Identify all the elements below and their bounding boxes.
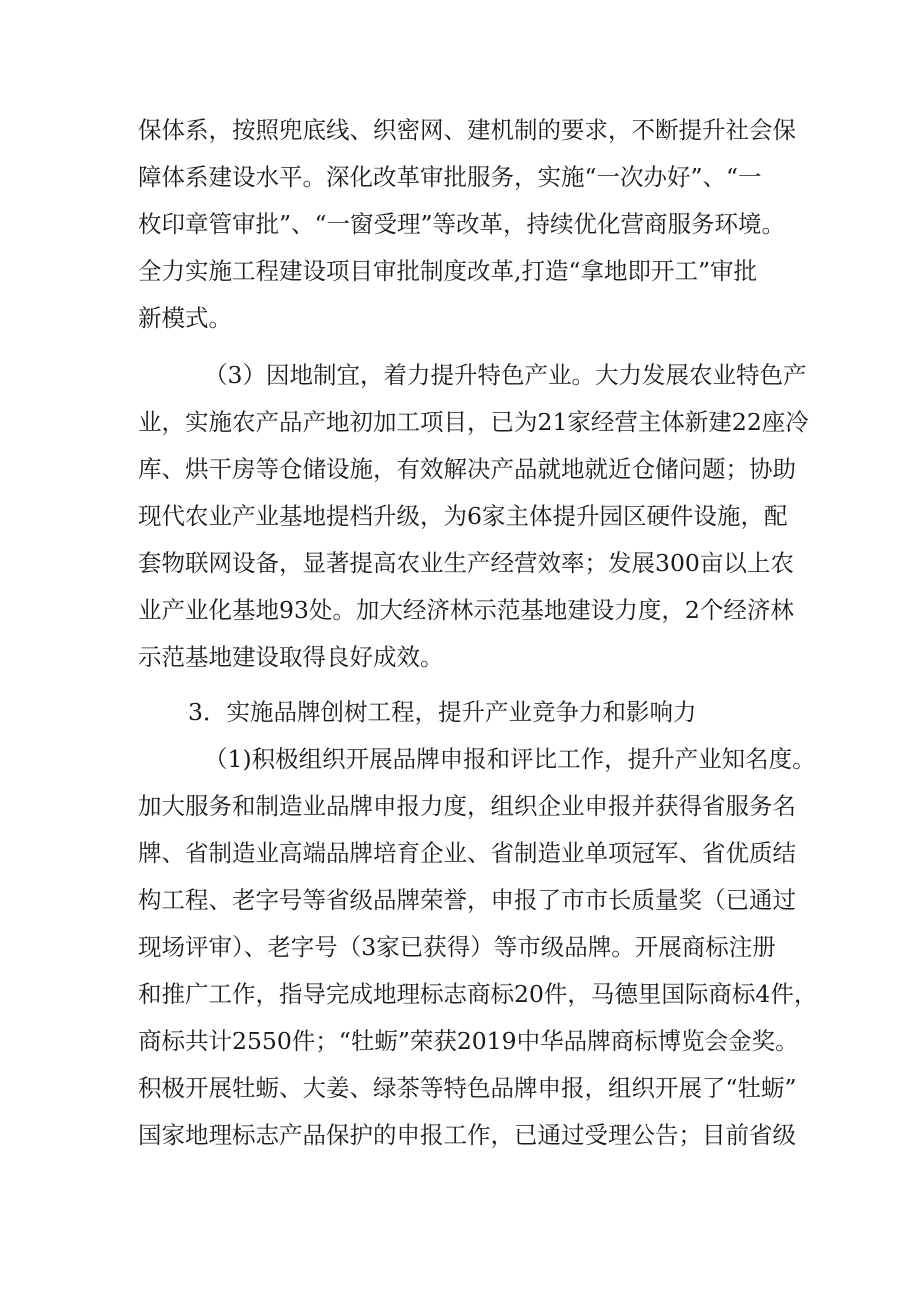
text-line: 国家地理标志产品保护的申报工作，已通过受理公告；目前省级 — [138, 1121, 796, 1149]
text-line: 新模式。 — [138, 304, 232, 332]
text-line: 业产业化基地93处。加大经济林示范基地建设力度，2个经济林 — [138, 596, 794, 624]
text-line: 套物联网设备，显著提高农业生产经营效率；发展300亩以上农 — [138, 549, 794, 577]
text-line: 示范基地建设取得良好成效。 — [138, 643, 444, 671]
text-line: 商标共计2550件；“牡蛎”荣获2019中华品牌商标博览会金奖。 — [138, 1027, 799, 1055]
text-line: 全力实施工程建设项目审批制度改革,打造“拿地即开工”审批 — [138, 257, 757, 285]
text-line: 牌、省制造业高端品牌培育企业、省制造业单项冠军、省优质结 — [138, 839, 796, 867]
section-heading: 3．实施品牌创树工程，提升产业竞争力和影响力 — [188, 698, 697, 726]
text-line: 障体系建设水平。深化改革审批服务，实施“一次办好”、“一 — [138, 163, 762, 191]
text-line: 库、烘干房等仓储设施，有效解决产品就地就近仓储问题；协助 — [138, 455, 796, 483]
text-line: 保体系，按照兜底线、织密网、建机制的要求，不断提升社会保 — [138, 116, 796, 144]
text-line: 和推广工作，指导完成地理标志商标20件，马德里国际商标4件， — [138, 980, 818, 1008]
text-line: 业，实施农产品产地初加工项目，已为21家经营主体新建22座冷 — [138, 408, 809, 436]
text-line: 枚印章管审批”、“一窗受理”等改革，持续优化营商服务环境。 — [138, 210, 786, 238]
paragraph-heading-3: （3）因地制宜，着力提升特色产业。大力发展农业特色产 — [204, 361, 807, 389]
text-line: 现场评审）、老字号（3家已获得）等市级品牌。开展商标注册 — [138, 933, 776, 961]
text-line: 加大服务和制造业品牌申报力度，组织企业申报并获得省服务名 — [138, 792, 796, 820]
text-line: 积极开展牡蛎、大姜、绿茶等特色品牌申报，组织开展了“牡蛎” — [138, 1074, 797, 1102]
text-line: 现代农业产业基地提档升级，为6家主体提升园区硬件设施，配 — [138, 502, 788, 530]
text-line: 构工程、老字号等省级品牌荣誉，申报了市市长质量奖（已通过 — [138, 886, 796, 914]
paragraph-heading-1: （1)积极组织开展品牌申报和评比工作，提升产业知名度。 — [204, 745, 816, 773]
